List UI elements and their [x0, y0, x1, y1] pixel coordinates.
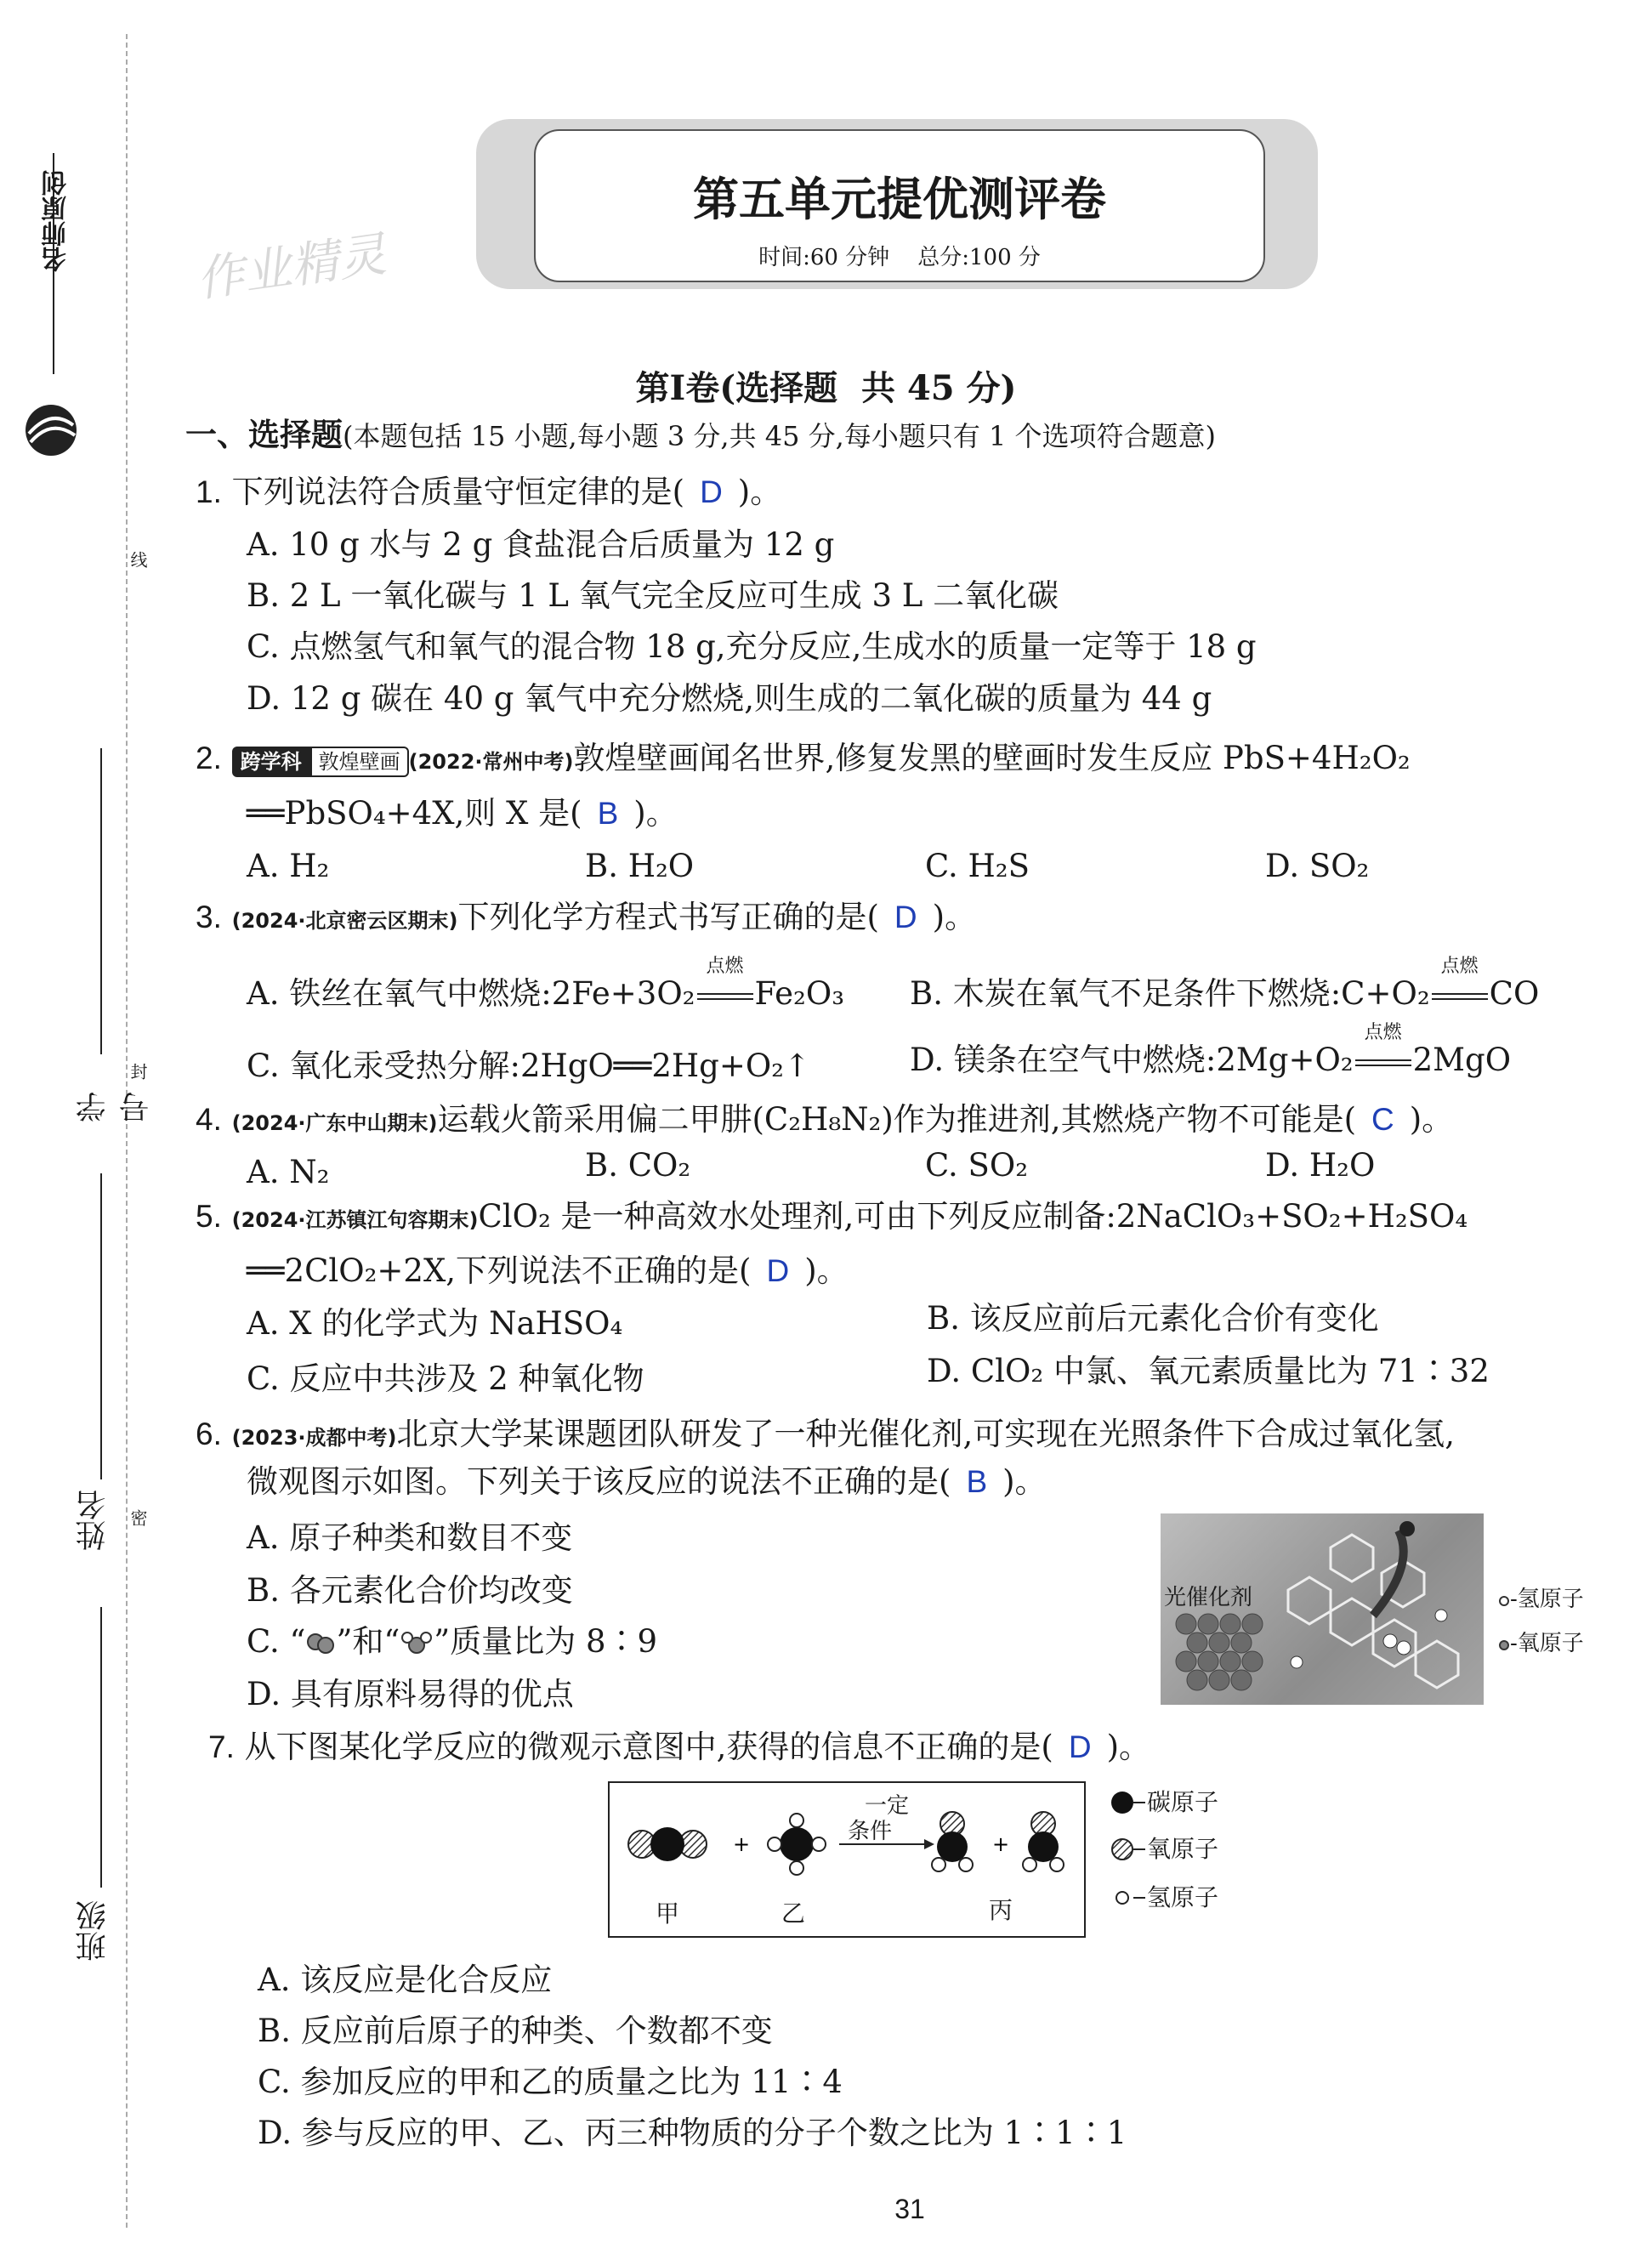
condition-bottom: 条件 [848, 1819, 893, 1844]
class-field[interactable] [75, 1607, 109, 1964]
option-b: B. 木炭在氧气不足条件下燃烧:C+O₂ 点燃 CO [910, 956, 1540, 1012]
question-number: 2. [196, 741, 222, 775]
option-d: D. 12 g 碳在 40 g 氧气中充分燃烧,则生成的二氧化碳的质量为 44 g [247, 680, 1212, 717]
legend-oxygen-atom: 氧原子 [1110, 1831, 1218, 1865]
student-id-label: 学号 [76, 1092, 154, 1122]
page-title: 第五单元提优测评卷 [693, 173, 1106, 226]
legend-hydrogen: -氢原子 [1498, 1581, 1584, 1613]
reaction-diagram [608, 1781, 1086, 1938]
option-d: D. 参与反应的甲、乙、丙三种物质的分子个数之比为 1∶1∶1 [258, 2115, 1127, 2151]
option-c: C. 反应中共涉及 2 种氧化物 [247, 1360, 644, 1397]
option-a: A. 该反应是化合反应 [258, 1962, 553, 1998]
option-d: D. ClO₂ 中氯、氧元素质量比为 71∶32 [927, 1353, 1490, 1389]
option-d: D. SO₂ [1265, 848, 1370, 884]
question-number: 3. [196, 900, 222, 934]
source-tag: (2024·广东中山期末) [231, 1111, 438, 1135]
question-text: ClO₂ 是一种高效水处理剂,可由下列反应制备:2NaClO₃+SO₂+H₂SO₄ [478, 1198, 1468, 1235]
label-jia: 甲 [656, 1899, 680, 1928]
reaction-molecules [610, 1783, 1084, 1936]
question-text-2: ══2ClO₂+2X,下列说法不正确的是( [247, 1252, 752, 1289]
question-1 [196, 476, 781, 508]
answer: D [700, 474, 723, 509]
class-label: 班级 [76, 1900, 111, 1962]
part-note: (本题包括 15 小题,每小题 3 分,共 45 分,每小题只有 1 个选项符合题意) [343, 420, 1217, 452]
question-end: )。 [633, 795, 678, 832]
answer: C [1371, 1102, 1394, 1137]
question-number: 5. [196, 1199, 222, 1234]
condition-mark: 点燃 [695, 978, 755, 1009]
legend-oxygen: -氧原子 [1498, 1626, 1584, 1657]
svg-text:+: + [733, 1832, 751, 1856]
topic-tag: 敦煌壁画 [310, 747, 409, 777]
source-tag: (2024·江苏镇江句容期末) [231, 1208, 479, 1232]
oxygen-molecule-icon [305, 1630, 336, 1655]
question-text: 从下图某化学反应的微观示意图中,获得的信息不正确的是( [244, 1729, 1053, 1765]
option-a: A. 原子种类和数目不变 [247, 1519, 573, 1556]
option-c: C. “ ”和“ ”质量比为 8∶9 [247, 1623, 658, 1660]
source-tag: (2022·常州中考) [408, 750, 574, 774]
question-text: 下列化学方程式书写正确的是( [457, 899, 879, 935]
option-b: B. 该反应前后元素化合价有变化 [927, 1300, 1379, 1337]
page-number: 31 [894, 2194, 925, 2224]
question-6-cont [247, 1463, 1047, 1500]
question-4 [196, 1101, 1454, 1138]
question-text: 运载火箭采用偏二甲肼(C₂H₈N₂)作为推进剂,其燃烧产物不可能是( [437, 1101, 1356, 1138]
answer: D [1068, 1729, 1092, 1764]
condition-mark: 点燃 [1430, 978, 1490, 1009]
question-end: )。 [804, 1252, 849, 1289]
line-label: 线 [128, 551, 148, 568]
hydrogen-atom-icon [1498, 1595, 1510, 1607]
question-5 [196, 1198, 1468, 1235]
question-5-cont [247, 1252, 849, 1289]
source-tag: (2024·北京密云区期末) [231, 909, 458, 933]
legend-carbon: 碳原子 [1110, 1784, 1218, 1818]
question-text: 下列说法符合质量守恒定律的是( [231, 474, 685, 510]
name-label: 姓名 [76, 1490, 111, 1551]
brand-text: 名师原创 [42, 170, 71, 272]
question-end: )。 [1106, 1729, 1150, 1765]
seal-label: 封 [128, 1063, 148, 1080]
option-b: B. 各元素化合价均改变 [247, 1572, 573, 1609]
carbon-atom-icon [1110, 1790, 1147, 1815]
question-number: 7. [208, 1729, 235, 1764]
option-c: C. 氧化汞受热分解:2HgO══2Hg+O₂↑ [247, 1048, 811, 1084]
option-b: B. 反应前后原子的种类、个数都不变 [258, 2013, 773, 2049]
question-end: )。 [1002, 1463, 1047, 1500]
oxygen-atom-icon [1498, 1639, 1510, 1651]
option-b: B. H₂O [585, 848, 695, 884]
question-3 [196, 901, 976, 933]
option-b: B. CO₂ [585, 1147, 691, 1184]
option-c: C. 参加反应的甲和乙的质量之比为 11∶4 [258, 2064, 843, 2100]
label-yi: 乙 [781, 1899, 806, 1928]
option-b: B. 2 L 一氧化碳与 1 L 氧气完全反应可生成 3 L 二氧化碳 [247, 577, 1059, 614]
question-text-2: 微观图示如图。下列关于该反应的说法不正确的是( [247, 1463, 951, 1500]
question-number: 6. [196, 1417, 222, 1451]
volume-heading: 第Ⅰ卷(选择题 共 45 分) [635, 368, 1017, 408]
svg-text:+: + [992, 1832, 1010, 1856]
source-tag: (2023·成都中考) [231, 1426, 397, 1450]
student-id-field[interactable] [75, 748, 154, 1122]
question-6 [196, 1418, 1455, 1450]
option-d: D. 镁条在空气中燃烧:2Mg+O₂ 点燃 2MgO [910, 1022, 1512, 1078]
option-d: D. 具有原料易得的优点 [247, 1676, 574, 1712]
question-end: )。 [1409, 1101, 1454, 1138]
title-box [476, 119, 1318, 289]
condition-top: 一定 [865, 1793, 910, 1819]
option-c: C. 点燃氢气和氧气的混合物 18 g,充分反应,生成水的质量一定等于 18 g [247, 628, 1257, 665]
legend-hydrogen-atom: 氢原子 [1110, 1879, 1218, 1913]
option-c: C. H₂S [925, 848, 1030, 884]
condition-mark: 点燃 [1354, 1044, 1413, 1076]
question-7 [208, 1731, 1150, 1763]
option-a: A. N₂ [247, 1154, 330, 1190]
question-end: )。 [932, 899, 977, 935]
secret-label: 密 [128, 1509, 148, 1526]
question-number: 1. [196, 474, 222, 509]
watermark: 作业精灵 [193, 226, 390, 309]
answer: D [766, 1253, 790, 1288]
answer: B [597, 796, 619, 831]
question-text: 敦煌壁画闻名世界,修复发黑的壁画时发生反应 PbS+4H₂O₂ [573, 740, 1411, 776]
oxygen-atom-icon [1110, 1837, 1147, 1862]
label-bing: 丙 [989, 1896, 1013, 1924]
name-field[interactable] [75, 1173, 109, 1573]
option-c: C. SO₂ [925, 1147, 1029, 1184]
photocatalyst-figure [1161, 1513, 1484, 1705]
hydrogen-atom-icon [1110, 1885, 1147, 1911]
answer: D [894, 900, 917, 934]
option-a: A. H₂ [247, 848, 330, 884]
question-2-cont [247, 795, 678, 832]
part-title: 一、选择题 [185, 416, 343, 453]
subject-tag: 跨学科 [232, 747, 310, 777]
question-text-2: ══PbSO₄+4X,则 X 是( [247, 795, 582, 832]
brand-logo [17, 153, 85, 476]
question-2 [196, 742, 1411, 774]
question-text: 北京大学某课题团队研发了一种光催化剂,可实现在光照条件下合成过氧化氢, [396, 1416, 1456, 1452]
answer: B [966, 1464, 988, 1499]
option-a: A. X 的化学式为 NaHSO₄ [247, 1305, 623, 1342]
figure-label: 光催化剂 [1164, 1585, 1253, 1610]
option-a: A. 铁丝在氧气中燃烧:2Fe+3O₂ 点燃 Fe₂O₃ [247, 956, 845, 1012]
option-d: D. H₂O [1265, 1147, 1376, 1184]
option-a: A. 10 g 水与 2 g 食盐混合后质量为 12 g [247, 526, 835, 563]
exam-info: 时间:60 分钟 总分:100 分 [758, 245, 1041, 270]
part-heading [185, 416, 1217, 453]
water-molecule-icon [400, 1630, 434, 1655]
question-number: 4. [196, 1102, 222, 1137]
question-end: )。 [737, 474, 782, 510]
